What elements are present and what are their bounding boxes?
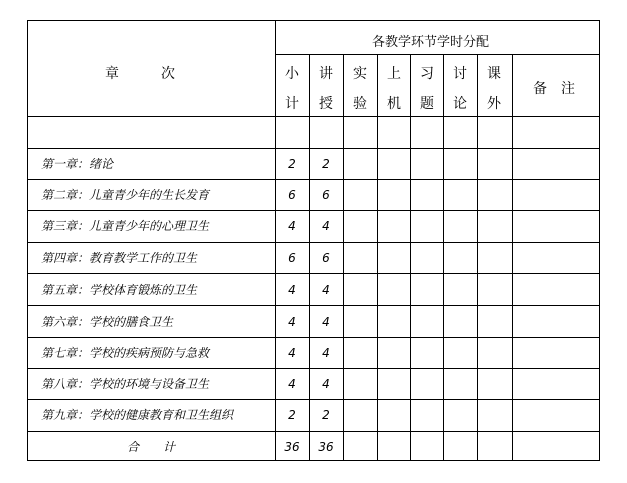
group-title: 各教学环节学时分配 xyxy=(372,35,490,50)
rule-row-6 xyxy=(27,337,600,338)
table-frame xyxy=(27,20,600,461)
rule-col-6 xyxy=(477,54,478,461)
remark-header: 备 注 xyxy=(533,81,575,97)
subtotal-1: 2 xyxy=(288,157,296,171)
col-subtotal-top: 小 xyxy=(285,66,299,82)
rule-col-3 xyxy=(377,54,378,461)
chapter-1: 第一章：绪论 xyxy=(41,157,114,171)
rule-row-7 xyxy=(27,368,600,369)
col-exercise-bottom: 题 xyxy=(420,96,434,112)
lecture-1: 2 xyxy=(322,157,330,171)
col-lecture-bottom: 授 xyxy=(319,96,333,112)
rule-chapter-col xyxy=(275,20,276,461)
subtotal-4: 6 xyxy=(288,251,296,265)
col-extracurricular-top: 课 xyxy=(487,66,501,82)
col-lab-bottom: 验 xyxy=(353,96,367,112)
col-discussion-top: 讨 xyxy=(453,66,467,82)
rule-col-4 xyxy=(410,54,411,461)
col-lab-top: 实 xyxy=(353,66,367,82)
lecture-8: 4 xyxy=(322,377,330,391)
lecture-9: 2 xyxy=(322,408,330,422)
rule-group-title xyxy=(275,54,600,55)
rule-row-9 xyxy=(27,431,600,432)
rule-col-5 xyxy=(443,54,444,461)
rule-col-2 xyxy=(343,54,344,461)
rule-col-7 xyxy=(512,54,513,461)
subtotal-9: 2 xyxy=(288,408,296,422)
rule-row-8 xyxy=(27,399,600,400)
chapter-6: 第六章：学校的膳食卫生 xyxy=(41,315,174,329)
subtotal-3: 4 xyxy=(288,219,296,233)
subtotal-7: 4 xyxy=(288,346,296,360)
lecture-7: 4 xyxy=(322,346,330,360)
chapter-8: 第八章：学校的环境与设备卫生 xyxy=(41,377,210,391)
subtotal-6: 4 xyxy=(288,315,296,329)
rule-row-1 xyxy=(27,179,600,180)
lecture-2: 6 xyxy=(322,188,330,202)
chapter-3: 第三章：儿童青少年的心理卫生 xyxy=(41,219,210,233)
lecture-3: 4 xyxy=(322,219,330,233)
subtotal-5: 4 xyxy=(288,283,296,297)
rule-header-bottom xyxy=(27,116,600,117)
col-lecture-top: 讲 xyxy=(319,66,333,82)
chapter-2: 第二章：儿童青少年的生长发育 xyxy=(41,188,210,202)
lecture-4: 6 xyxy=(322,251,330,265)
subtotal-8: 4 xyxy=(288,377,296,391)
chapter-header: 章 次 xyxy=(105,66,175,82)
chapter-4: 第四章：教育教学工作的卫生 xyxy=(41,251,198,265)
total-subtotal: 36 xyxy=(284,440,300,454)
rule-row-2 xyxy=(27,210,600,211)
rule-blank-row xyxy=(27,148,600,149)
chapter-7: 第七章：学校的疾病预防与急救 xyxy=(41,346,210,360)
lecture-5: 4 xyxy=(322,283,330,297)
rule-row-5 xyxy=(27,305,600,306)
lecture-6: 4 xyxy=(322,315,330,329)
col-computer-top: 上 xyxy=(387,66,401,82)
col-computer-bottom: 机 xyxy=(387,96,401,112)
col-exercise-top: 习 xyxy=(420,66,434,82)
chapter-9: 第九章：学校的健康教育和卫生组织 xyxy=(41,408,234,422)
total-label: 合 计 xyxy=(127,440,176,454)
total-lecture: 36 xyxy=(318,440,334,454)
col-extracurricular-bottom: 外 xyxy=(487,96,501,112)
rule-row-4 xyxy=(27,273,600,274)
chapter-5: 第五章：学校体育锻炼的卫生 xyxy=(41,283,198,297)
subtotal-2: 6 xyxy=(288,188,296,202)
rule-row-3 xyxy=(27,242,600,243)
col-discussion-bottom: 论 xyxy=(453,96,467,112)
col-subtotal-bottom: 计 xyxy=(285,96,299,112)
